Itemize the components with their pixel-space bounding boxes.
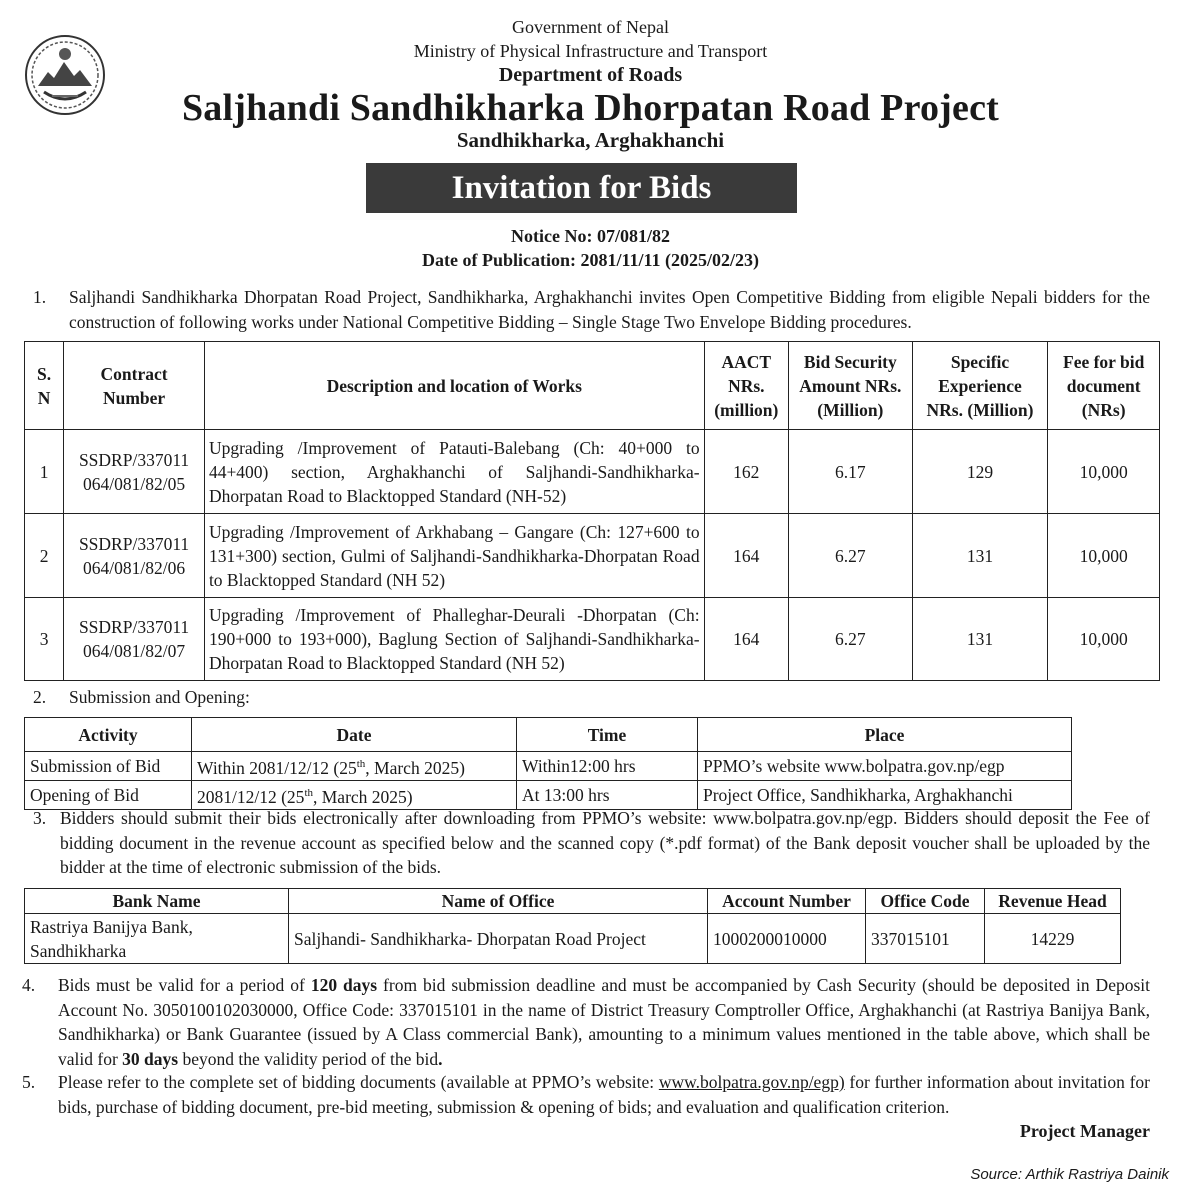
bank-name-cell: Rastriya Banijya Bank, Sandhikharka [25,914,289,964]
office-name-cell: Saljhandi- Sandhikharka- Dhorpatan Road Project [289,914,708,964]
time-cell: Within12:00 hrs [517,752,698,781]
section-3-number: 3. [33,808,47,828]
bolpatra-link[interactable]: www.bolpatra.gov.np/egp) [658,1072,845,1092]
office-code-cell: 337015101 [866,914,985,964]
fee-header: Fee for bid document (NRs) [1048,342,1160,430]
project-title: Saljhandi Sandhikharka Dhorpatan Road Project [181,87,1000,129]
notice-number: Notice No: 07/081/82 [511,226,670,246]
section-1-number: 1. [33,287,47,307]
description-cell: Upgrading /Improvement of Phalleghar-Deurali -Dhorpatan (Ch: 190+000 to 193+000), Baglung Section of Saljhandi-Sandhikharka- Dhorpatan Road to Blacktopped Standard (NH 52) [204,598,704,681]
revenue-head-cell: 14229 [985,914,1121,964]
section-3-text: Bidders should submit their bids electronically after downloading from PPMO’s website: www.bolpatra.gov.np/egp. Bidders should deposit the Fee of bidding document in the revenue account as specified below and the scanned copy (*.pdf format) of the Bank deposit voucher shall be uploaded by the bidder at the time of electronic submission of the bids. [60,808,1150,877]
experience-cell: 131 [912,514,1048,598]
department-line: Department of Roads [498,64,683,86]
aact-header: AACT NRs. (million) [704,342,788,430]
schedule-table-header [25,718,1072,752]
aact-cell: 162 [704,430,788,514]
contract-number-cell: SSDRP/337011 064/081/82/06 [64,514,205,598]
time-cell: At 13:00 hrs [517,780,698,809]
description-cell: Upgrading /Improvement of Arkhabang – Gangare (Ch: 127+600 to 131+300) section, Gulmi of Saljhandi-Sandhikharka-Dhorpatan Road to Blacktopped Standard (NH 52) [204,514,704,598]
bid-security-cell: 6.27 [789,598,913,681]
project-location: Sandhikharka, Arghakhanchi [456,128,725,152]
section-4-text: Bids must be valid for a period of 120 days from bid submission deadline and must be accompanied by Cash Security (should be deposited in Deposit Account No. 3050100102030000, Office Code: 337015101 in the name of District Treasury Comptroller Office, Arghakhanchi (at Rastriya Banijya Bank, Sandhikharka) or Bank Guarantee (issued by A Class commercial Bank), amounting to a minimum values mentioned in the table above, which shall be valid for 30 days beyond the validity period of the bid. [58,975,1150,1069]
invitation-banner: Invitation for Bids [366,163,797,213]
experience-header: Specific Experience NRs. (Million) [912,342,1048,430]
office-name-header: Name of Office [289,889,708,914]
sn-cell: 2 [25,514,64,598]
publication-date: Date of Publication: 2081/11/11 (2025/02/23) [422,250,759,270]
fee-cell: 10,000 [1048,598,1160,681]
date-header: Date [192,718,517,752]
experience-cell: 129 [912,430,1048,514]
account-number-cell: 1000200010000 [708,914,866,964]
table-row [25,780,1072,809]
fee-cell: 10,000 [1048,514,1160,598]
table-row [25,914,1121,964]
works-table-header [25,342,1160,430]
section-2-title: Submission and Opening: [69,687,250,707]
bank-table [24,888,1121,964]
bid-security-header: Bid Security Amount NRs. (Million) [789,342,913,430]
place-cell: PPMO’s website www.bolpatra.gov.np/egp [698,752,1072,781]
section-1-text: Saljhandi Sandhikharka Dhorpatan Road Project, Sandhikharka, Arghakhanchi invites Open Competitive Bidding from eligible Nepali bidders for the construction of following works under National Competitive Bidding – Single Stage Two Envelope Bidding procedures. [69,287,1150,332]
time-header: Time [517,718,698,752]
table-row [25,514,1160,598]
table-row [25,598,1160,681]
contract-number-header: Contract Number [64,342,205,430]
section-5-text: Please refer to the complete set of bidding documents (available at PPMO’s website: www.bolpatra.gov.np/egp) for further information about invitation for bids, purchase of bidding document, pre-bid meeting, submission & opening of bids; and evaluation and qualification criterion. [58,1072,1150,1117]
activity-cell: Submission of Bid [25,752,192,781]
date-cell: 2081/12/12 (25th, March 2025) [192,780,517,809]
section-2-number: 2. [33,687,47,707]
sn-cell: 1 [25,430,64,514]
description-header: Description and location of Works [204,342,704,430]
activity-cell: Opening of Bid [25,780,192,809]
ministry-line: Ministry of Physical Infrastructure and Transport [413,41,768,61]
bid-security-cell: 6.27 [789,514,913,598]
table-row [25,430,1160,514]
bank-table-header [25,889,1121,914]
place-header: Place [698,718,1072,752]
fee-cell: 10,000 [1048,430,1160,514]
bid-security-cell: 6.17 [789,430,913,514]
aact-cell: 164 [704,514,788,598]
aact-cell: 164 [704,598,788,681]
source-credit: Source: Arthik Rastriya Dainik [970,1166,1169,1183]
government-line: Government of Nepal [512,17,669,37]
sn-cell: 3 [25,598,64,681]
sn-header: S. N [25,342,64,430]
account-number-header: Account Number [708,889,866,914]
description-cell: Upgrading /Improvement of Patauti-Balebang (Ch: 40+000 to 44+400) section, Arghakhanchi of Saljhandi-Sandhikharka-Dhorpatan Road to Blacktopped Standard (NH-52) [204,430,704,514]
works-table [24,341,1160,681]
place-cell: Project Office, Sandhikharka, Arghakhanchi [698,780,1072,809]
signature-title: Project Manager [1019,1121,1150,1141]
revenue-head-header: Revenue Head [985,889,1121,914]
contract-number-cell: SSDRP/337011 064/081/82/07 [64,598,205,681]
bank-name-header: Bank Name [25,889,289,914]
date-cell: Within 2081/12/12 (25th, March 2025) [192,752,517,781]
office-code-header: Office Code [866,889,985,914]
contract-number-cell: SSDRP/337011 064/081/82/05 [64,430,205,514]
experience-cell: 131 [912,598,1048,681]
activity-header: Activity [25,718,192,752]
schedule-table [24,717,1072,810]
table-row [25,752,1072,781]
section-5-number: 5. [22,1072,36,1092]
section-4-number: 4. [22,975,36,995]
